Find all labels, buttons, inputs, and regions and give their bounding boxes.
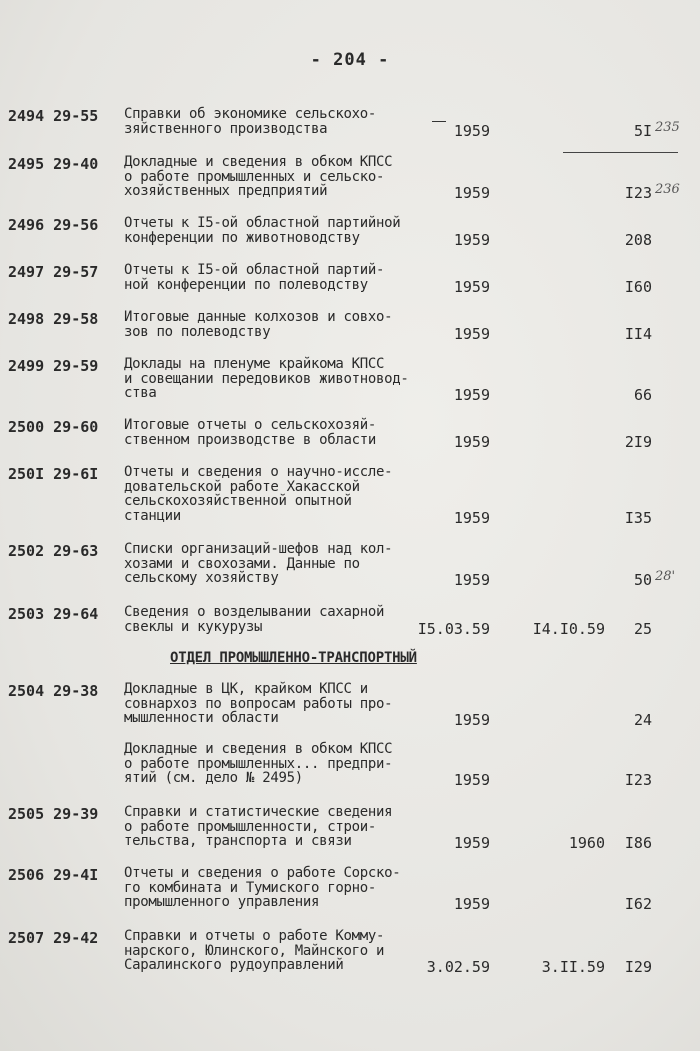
entry-title-line: зяйственного производства [124, 120, 328, 137]
entry-sheet-count: 5I [633, 121, 652, 140]
entry-sheet-count: I35 [624, 508, 652, 527]
entry-start-date: 1959 [453, 571, 490, 589]
entry-number: 2507 29-42 [8, 929, 99, 947]
entry-number: 2503 29-64 [8, 605, 99, 623]
entry-sheet-count: I62 [624, 895, 652, 913]
entry-sheet-count: I60 [624, 277, 652, 296]
entry-title-line: о работе промышленности, строи- [124, 818, 376, 835]
entry-sheet-count: 25 [633, 619, 652, 638]
entry-start-date: 1959 [453, 324, 490, 343]
page-number: - 204 - [310, 50, 390, 70]
entry-title-line: хозами и свохозами. Данные по [124, 555, 360, 572]
entry-title-line: о работе промышленных и сельско- [124, 168, 385, 185]
entry-title-line: сельскому хозяйству [124, 570, 279, 586]
entry-title-line: Списки организаций-шефов над кол- [124, 541, 393, 557]
entry-number: 2495 29-40 [8, 155, 99, 173]
entry-title-line: и совещании передовиков животновод- [124, 370, 409, 387]
entry-title-line: Саралинского рудоуправлений [124, 957, 344, 973]
entry-sheet-count: I29 [624, 958, 652, 976]
entry-number: 2499 29-59 [8, 357, 99, 375]
entry-title-line: совнархоз по вопросам работы про- [124, 695, 393, 712]
entry-start-date: 3.02.59 [426, 958, 490, 976]
entry-sheet-count: 208 [624, 230, 652, 249]
entry-sheet-count: 24 [633, 711, 652, 729]
entry-sheet-count: I23 [624, 771, 652, 789]
entry-end-date: 3.II.59 [541, 958, 605, 976]
entry-start-date: 1959 [453, 895, 490, 913]
separator-rule [563, 152, 678, 153]
entry-title-line: станции [124, 507, 181, 524]
entry-end-date: I4.I0.59 [532, 619, 605, 638]
entry-title-line: довательской работе Хакасской [124, 478, 360, 495]
entry-start-date: 1959 [453, 508, 490, 527]
entry-title-line: Отчеты к I5-ой областной партий- [124, 262, 385, 278]
entry-title-line: Отчеты к I5-ой областной партийной [124, 215, 401, 231]
entry-title-line: ства [124, 385, 157, 401]
entry-title-line: свеклы и кукурузы [124, 618, 263, 635]
entry-title-line: Справки и статистические сведения [124, 804, 393, 820]
entry-start-date: 1959 [453, 184, 490, 202]
entry-title-line: Докладные и сведения в обком КПСС [124, 154, 393, 170]
entry-title-line: Итоговые отчеты о сельскохозяй- [124, 417, 376, 433]
entry-title-line: Справки и отчеты о работе Комму- [124, 928, 385, 944]
entry-number: 2506 29-4I [8, 866, 99, 884]
entry-start-date: 1959 [453, 771, 490, 789]
entry-title-line: Справки об экономике сельскохо- [124, 106, 376, 122]
entry-sheet-count: 2I9 [624, 432, 652, 451]
entry-sheet-count: I86 [624, 834, 652, 852]
entry-title-line: Отчеты и сведения о работе Сорско- [124, 865, 401, 881]
entry-title-line: о работе промышленных... предпри- [124, 755, 393, 772]
entry-start-date: 1959 [453, 277, 490, 296]
entry-number: 2500 29-60 [8, 418, 99, 436]
entry-number: 2502 29-63 [8, 542, 99, 560]
entry-sheet-count: 66 [633, 386, 652, 404]
entry-sheet-count: I23 [624, 184, 652, 202]
entry-title-line: Итоговые данные колхозов и совхо- [124, 309, 393, 325]
entry-title-line: Докладные в ЦК, крайком КПСС и [124, 681, 368, 697]
entry-sheet-count: II4 [624, 324, 652, 343]
entry-title-line: зов по полеводству [124, 323, 271, 340]
entry-title-line: Отчеты и сведения о научно-иссле- [124, 464, 393, 480]
entry-title-line: ной конференции по полеводству [124, 276, 368, 293]
entry-number: 2494 29-55 [8, 107, 99, 125]
entry-title-line: ятий (см. дело № 2495) [124, 770, 303, 786]
handwritten-note: 28' [655, 569, 676, 584]
entry-title-line: мышленности области [124, 710, 279, 726]
entry-start-date: 1959 [453, 386, 490, 404]
entry-number: 2496 29-56 [8, 216, 99, 234]
entry-title-line: Докладные и сведения в обком КПСС [124, 741, 393, 757]
entry-title-line: тельства, транспорта и связи [124, 833, 352, 849]
entry-start-date: 1959 [453, 230, 490, 249]
entry-title-line: сельскохозяйственной опытной [124, 493, 352, 509]
entry-title-line: хозяйственных предприятий [124, 183, 328, 199]
entry-number: 2497 29-57 [8, 263, 99, 281]
handwritten-note: 235 [655, 119, 680, 135]
entry-number: 250I 29-6I [8, 465, 99, 483]
entry-start-date: I5.03.59 [417, 619, 490, 638]
entry-title-line: Доклады на пленуме крайкома КПСС [124, 356, 385, 372]
entry-title-line: Сведения о возделывании сахарной [124, 604, 385, 620]
entry-number: 2504 29-38 [8, 682, 99, 700]
entry-start-date: 1959 [453, 711, 490, 729]
entry-number: 2505 29-39 [8, 805, 99, 823]
handwritten-note: 236 [655, 182, 680, 197]
section-heading: ОТДЕЛ ПРОМЫШЛЕННО-ТРАНСПОРТНЫЙ [170, 650, 417, 666]
entry-title-line: нарского, Юлинского, Майнского и [124, 942, 385, 959]
entry-start-date: 1959 [453, 121, 490, 140]
entry-title-line: го комбината и Тумиского горно- [124, 879, 376, 896]
entry-start-date: 1959 [453, 834, 490, 852]
entry-end-date: 1960 [568, 834, 605, 852]
entry-start-date: 1959 [453, 432, 490, 451]
entry-number: 2498 29-58 [8, 310, 99, 328]
entry-sheet-count: 50 [633, 571, 652, 589]
entry-title-line: промышленного управления [124, 894, 320, 910]
entry-title-line: конференции по животноводству [124, 229, 360, 246]
entry-title-line: ственном производстве в области [124, 431, 376, 448]
